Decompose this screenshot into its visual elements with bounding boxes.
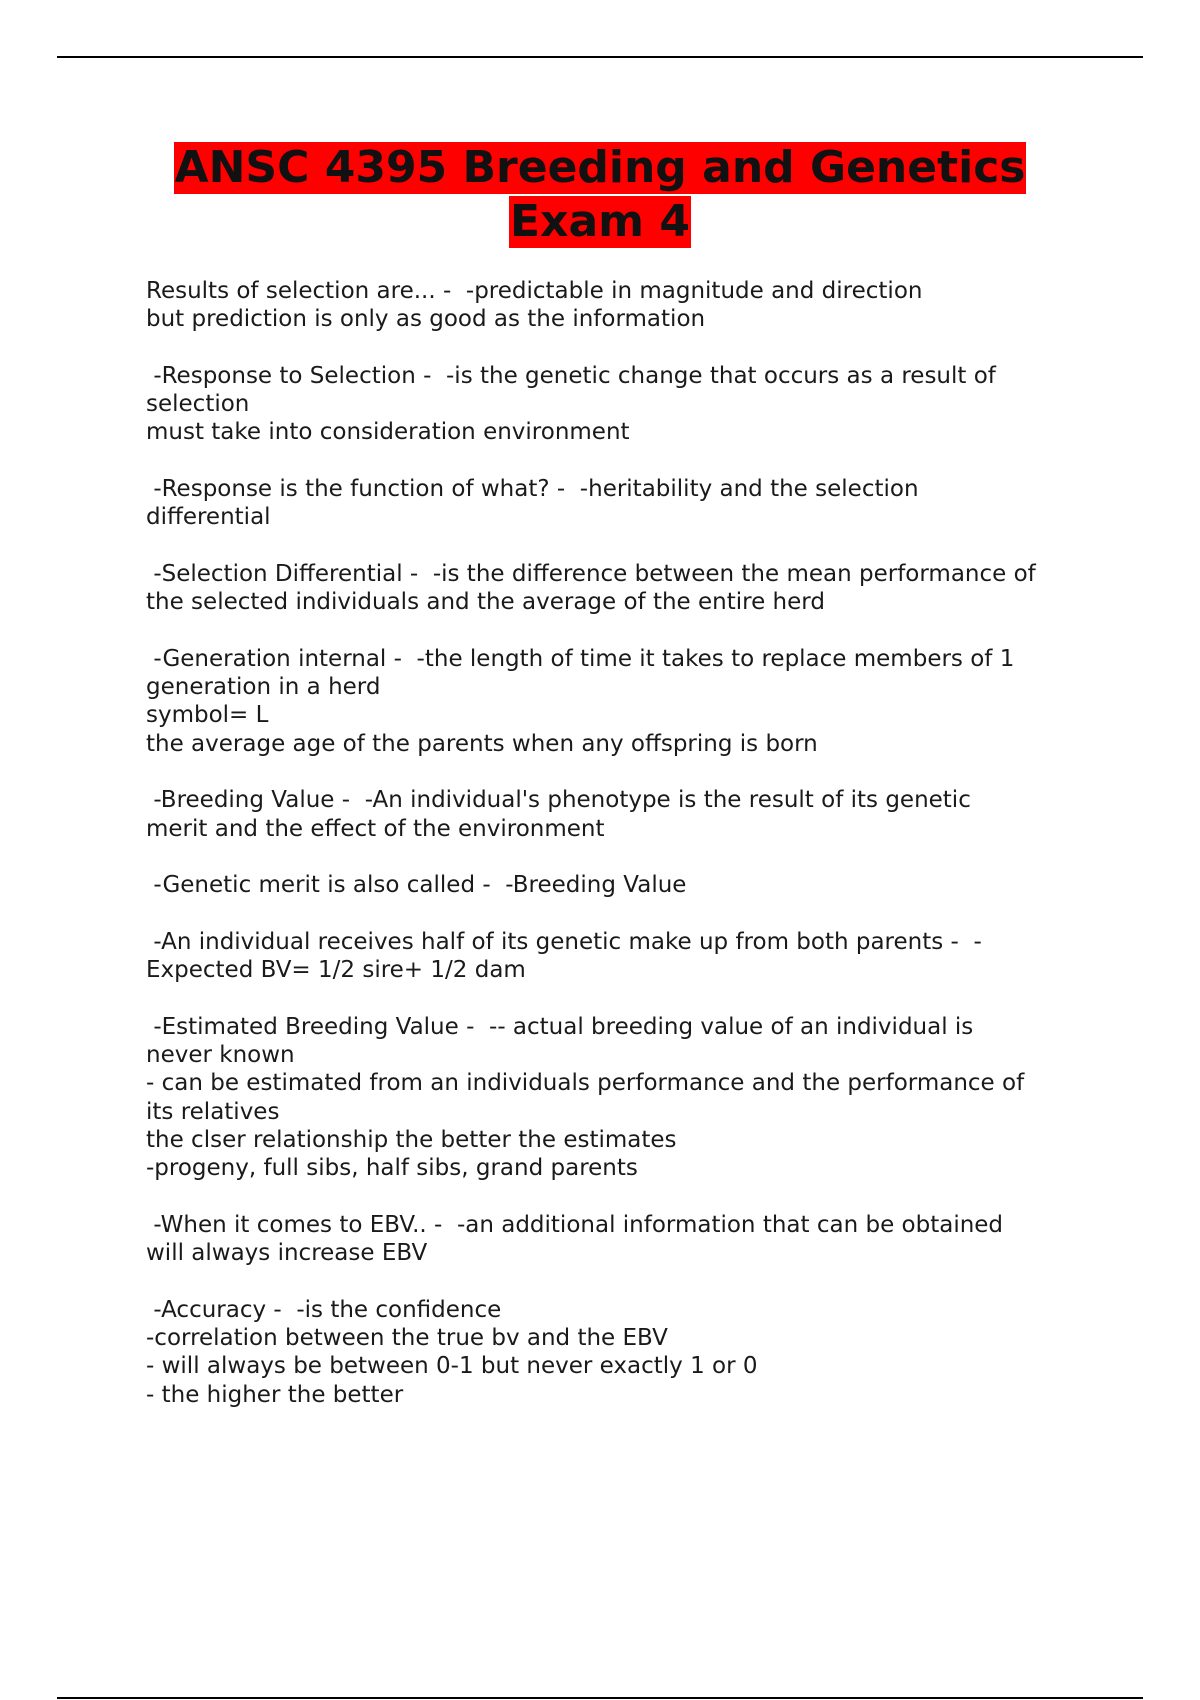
entry-line: - will always be between 0-1 but never exactly 1 or 0 <box>146 1353 758 1380</box>
entry-line: -Genetic merit is also called - -Breeding Value <box>146 872 687 899</box>
qa-entry <box>146 928 1096 985</box>
entry-line: the selected individuals and the average of the entire herd <box>146 589 825 616</box>
entry-line: -Response to Selection - -is the genetic change that occurs as a result of <box>146 362 996 389</box>
qa-entry <box>146 1296 1096 1409</box>
entry-line: -Estimated Breeding Value - -- actual breeding value of an individual is <box>146 1013 974 1040</box>
title-line-2: Exam 4 <box>510 196 690 247</box>
page-title <box>0 142 1200 250</box>
entry-line: -Accuracy - -is the confidence <box>146 1296 502 1323</box>
entry-line: Expected BV= 1/2 sire+ 1/2 dam <box>146 957 526 984</box>
bottom-rule <box>57 1697 1143 1699</box>
qa-entry <box>146 475 1096 532</box>
qa-entry <box>146 1013 1096 1183</box>
top-rule <box>57 56 1143 58</box>
qa-entry <box>146 362 1096 447</box>
entry-line: -Generation internal - -the length of time it takes to replace members of 1 <box>146 645 1015 672</box>
title-line-1: ANSC 4395 Breeding and Genetics <box>174 142 1026 193</box>
entry-line: -Response is the function of what? - -heritability and the selection <box>146 476 919 503</box>
entry-line: differential <box>146 504 271 531</box>
entry-line: never known <box>146 1042 295 1069</box>
document-body <box>146 277 1096 1437</box>
entry-line: - can be estimated from an individuals performance and the performance of <box>146 1070 1025 1097</box>
entry-line: -Breeding Value - -An individual's phenotype is the result of its genetic <box>146 787 971 814</box>
qa-entry <box>146 560 1096 617</box>
entry-line: the clser relationship the better the estimates <box>146 1126 677 1153</box>
entry-line: the average age of the parents when any offspring is born <box>146 730 818 757</box>
qa-entry <box>146 871 1096 899</box>
qa-entry <box>146 786 1096 843</box>
entry-line: selection <box>146 391 250 418</box>
entry-line: must take into consideration environment <box>146 419 630 446</box>
entry-line: generation in a herd <box>146 674 381 701</box>
qa-entry <box>146 645 1096 758</box>
entry-line: - the higher the better <box>146 1381 404 1408</box>
entry-line: merit and the effect of the environment <box>146 815 605 842</box>
entry-line: -An individual receives half of its genetic make up from both parents - - <box>146 928 982 955</box>
entry-line: but prediction is only as good as the information <box>146 306 706 333</box>
entry-line: its relatives <box>146 1098 280 1125</box>
entry-line: -progeny, full sibs, half sibs, grand parents <box>146 1155 638 1182</box>
qa-entry <box>146 1211 1096 1268</box>
entry-line: will always increase EBV <box>146 1240 428 1267</box>
qa-entry <box>146 277 1096 334</box>
entry-line: -Selection Differential - -is the difference between the mean performance of <box>146 560 1036 587</box>
entry-line: -When it comes to EBV.. - -an additional information that can be obtained <box>146 1211 1004 1238</box>
entry-line: Results of selection are... - -predictable in magnitude and direction <box>146 278 923 304</box>
entry-line: symbol= L <box>146 702 269 729</box>
entry-line: -correlation between the true bv and the EBV <box>146 1324 668 1351</box>
